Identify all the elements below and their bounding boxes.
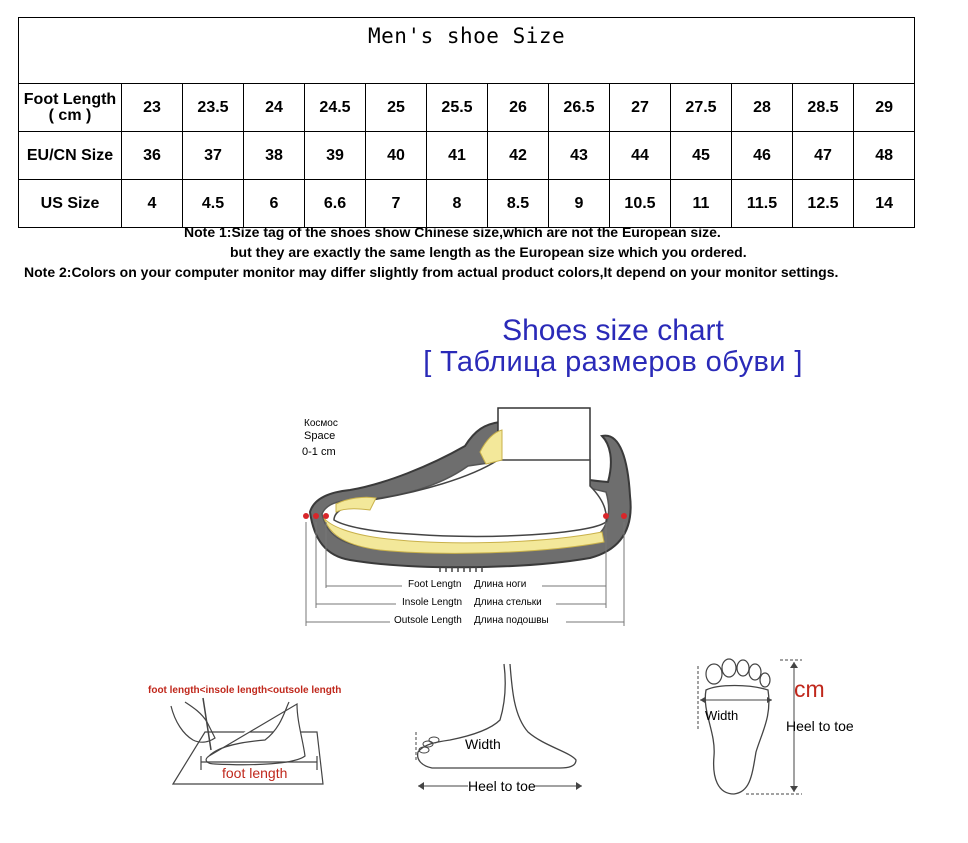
insole-length-en: Insole Lengtn [402,597,463,608]
note-2: Note 2:Colors on your computer monitor may differ slightly from actual product colors,It depend on your monitor settings. [24,264,839,280]
row-label-unit: ( cm ) [48,106,92,124]
note-1: Note 1:Size tag of the shoes show Chinese size,which are not the European size. [184,224,721,240]
table-row [19,132,915,180]
row-label: EU/CN Size [19,132,122,180]
table-row [19,84,915,132]
table-cell: 4 [122,180,183,228]
table-cell: 10.5 [610,180,671,228]
table-cell: 8.5 [488,180,549,228]
chart-subtitle: [ Таблица размеров обуви ] [423,346,803,378]
note-1-continued: but they are exactly the same length as the European size which you ordered. [230,244,747,260]
foot-length-en: Foot Lengtn [408,579,462,590]
table-cell: 8 [427,180,488,228]
table-cell: 45 [671,132,732,180]
space-label-en: Space [304,430,336,442]
table-cell: 23 [122,84,183,132]
table-cell: 26 [488,84,549,132]
table-cell: 25 [366,84,427,132]
table-cell: 47 [793,132,854,180]
foot-length-label: foot length [222,765,288,781]
sole-view-foot-diagram [690,656,890,801]
heel-marker [603,513,609,519]
row-label-line: Foot Length [23,90,117,108]
table-cell: 27.5 [671,84,732,132]
table-row [19,180,915,228]
insole-length-ru: Длина стельки [474,597,542,608]
table-cell: 44 [610,132,671,180]
table-cell: 36 [122,132,183,180]
table-cell: 6.6 [305,180,366,228]
foot-length-ru: Длина ноги [474,579,527,590]
size-table [18,17,915,228]
sole-width-label: Width [705,708,739,723]
table-cell: 29 [854,84,915,132]
table-cell: 48 [854,132,915,180]
table-cell: 43 [549,132,610,180]
table-cell: 7 [366,180,427,228]
table-cell: 38 [244,132,305,180]
table-cell: 6 [244,180,305,228]
space-label-ru: Космос [304,418,338,429]
shoe-cross-section-diagram [290,400,640,635]
toe-marker [313,513,319,519]
comparison-label: foot length<insole length<outsole length [148,685,342,696]
table-cell: 46 [732,132,793,180]
table-cell: 14 [854,180,915,228]
table-cell: 24.5 [305,84,366,132]
unit-label: cm [794,676,825,702]
table-cell: 24 [244,84,305,132]
side-heel-to-toe-label: Heel to toe [468,778,536,794]
shoe-section-illustration [290,400,640,635]
table-cell: 25.5 [427,84,488,132]
side-width-label: Width [465,736,501,752]
toe-marker [323,513,329,519]
table-cell: 12.5 [793,180,854,228]
table-cell: 11 [671,180,732,228]
foot-measuring-diagram [145,682,380,792]
heel-marker [621,513,627,519]
table-cell: 40 [366,132,427,180]
table-cell: 23.5 [183,84,244,132]
table-cell: 26.5 [549,84,610,132]
table-cell: 37 [183,132,244,180]
table-cell: 28 [732,84,793,132]
row-label: US Size [19,180,122,228]
outsole-length-ru: Длина подошвы [474,615,549,626]
table-cell: 39 [305,132,366,180]
side-view-foot-diagram [410,660,590,800]
chart-title: Shoes size chart [502,314,724,347]
table-title-row [19,18,915,84]
table-title: Men's shoe Size [19,18,915,84]
table-cell: 4.5 [183,180,244,228]
sole-heel-to-toe-label: Heel to toe [786,718,854,734]
table-cell: 27 [610,84,671,132]
outsole-length-en: Outsole Length [394,615,462,626]
row-label [19,84,122,132]
space-range: 0-1 cm [302,446,336,458]
table-cell: 41 [427,132,488,180]
table-cell: 42 [488,132,549,180]
table-cell: 11.5 [732,180,793,228]
toe-marker [303,513,309,519]
table-cell: 28.5 [793,84,854,132]
table-cell: 9 [549,180,610,228]
